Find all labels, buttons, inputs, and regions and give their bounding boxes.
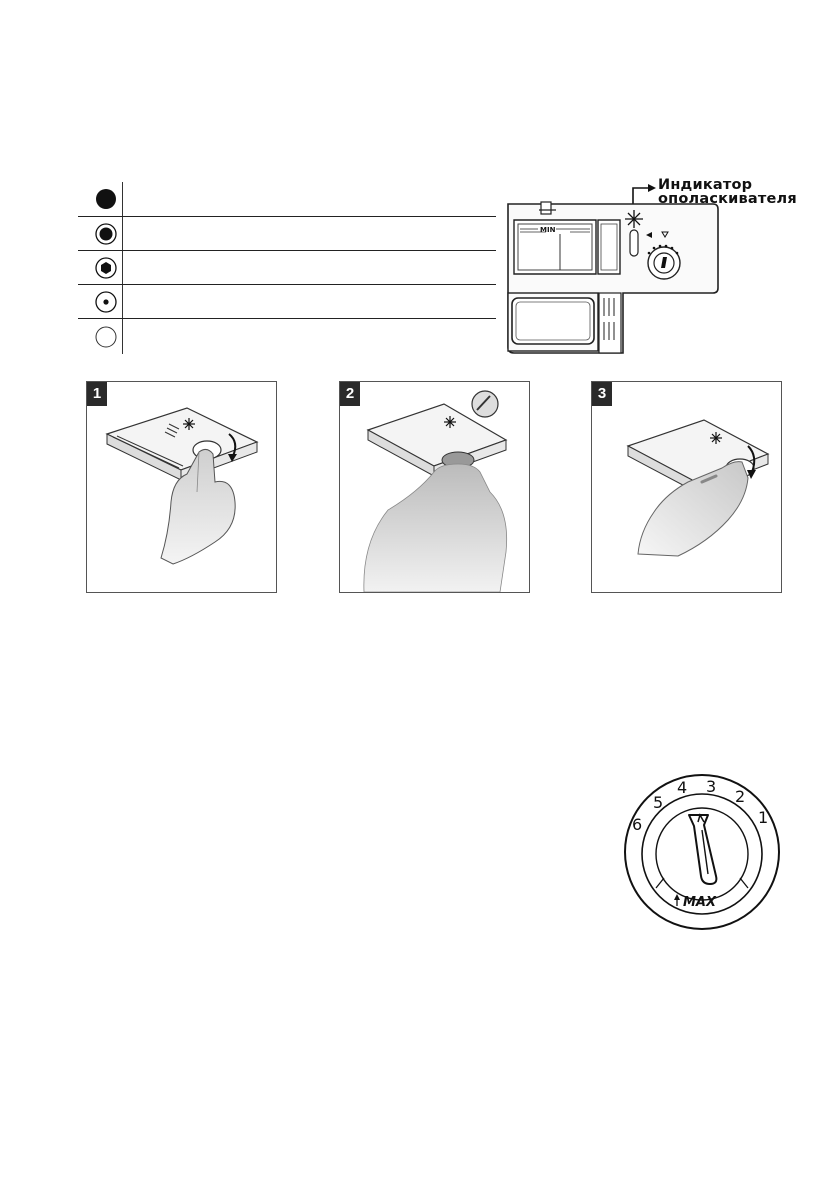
ring-with-large-dot-icon [95,223,117,245]
step-number-3: 3 [592,382,612,406]
level-row-sep-1 [78,182,496,217]
min-label: MIN [540,226,556,234]
rinse-aid-indicator-label [658,178,797,206]
dial-position-2: 2 [735,787,746,806]
dial-position-6: 6 [632,815,643,834]
level-row-high [78,217,496,251]
indicator-label-line2: ополаскивателя [658,191,797,207]
dial-position-1: 1 [758,808,769,827]
dial-position-5: 5 [653,793,664,812]
empty-circle-icon [95,326,117,348]
step-panel-3 [591,381,782,593]
step-panel-2 [339,381,530,593]
dial-drawing [622,770,782,935]
level-row-empty [78,320,496,354]
dial-max-label: MAX [683,895,717,910]
indicator-label-line1: Индикатор [658,177,753,193]
step-number-2: 2 [340,382,360,406]
ring-with-small-dot-icon [95,291,117,313]
rinse-level-table [78,182,496,354]
step-panel-1 [86,381,277,593]
ring-with-hexagon-icon [95,257,117,279]
rinse-aid-dial [622,770,782,935]
dial-position-3: 3 [706,777,717,796]
step-number-1: 1 [87,382,107,406]
step-1-illustration [87,382,276,592]
level-row-medium [78,251,496,285]
dispenser-diagram [498,177,797,360]
dial-position-4: 4 [677,778,688,797]
step-3-illustration [592,382,781,592]
level-row-low [78,285,496,319]
step-2-illustration [340,382,529,592]
